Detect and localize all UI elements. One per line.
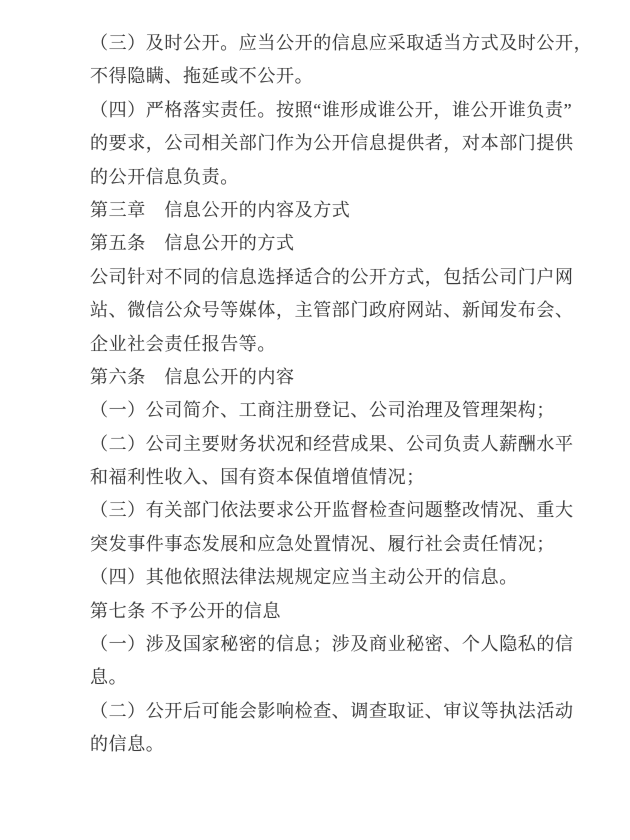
document-chapter-heading: 第三章 信息公开的内容及方式 xyxy=(90,199,351,220)
document-line: （四）其他依照法律法规规定应当主动公开的信息。 xyxy=(90,567,518,588)
document-line: （二）公开后可能会影响检查、调查取证、审议等执法活动 xyxy=(90,700,574,721)
document-article-heading: 第五条 信息公开的方式 xyxy=(90,233,295,254)
document-line: 的公开信息负责。 xyxy=(90,166,239,187)
document-line: 突发事件事态发展和应急处置情况、履行社会责任情况； xyxy=(90,533,555,554)
document-article-heading: 第七条 不予公开的信息 xyxy=(90,600,282,621)
document-line: （一）涉及国家秘密的信息；涉及商业秘密、个人隐私的信 xyxy=(90,634,574,655)
document-line: （一）公司简介、工商注册登记、公司治理及管理架构； xyxy=(90,400,555,421)
document-line: （三）及时公开。应当公开的信息应采取适当方式及时公开， xyxy=(90,33,593,53)
document-line: 不得隐瞒、拖延或不公开。 xyxy=(90,66,314,87)
document-line: 公司针对不同的信息选择适合的公开方式，包括公司门户网 xyxy=(90,266,574,287)
document-line: （四）严格落实责任。按照“谁形成谁公开，谁公开谁负责” xyxy=(90,99,573,120)
document-line: （三）有关部门依法要求公开监督检查问题整改情况、重大 xyxy=(90,500,574,521)
document-line: 站、微信公众号等媒体，主管部门政府网站、新闻发布会、 xyxy=(90,300,574,321)
document-line: 的要求，公司相关部门作为公开信息提供者，对本部门提供 xyxy=(90,133,574,154)
document-line: （二）公司主要财务状况和经营成果、公司负责人薪酬水平 xyxy=(90,433,574,454)
document-line: 的信息。 xyxy=(90,734,165,755)
document-line: 企业社会责任报告等。 xyxy=(90,333,276,354)
document-line: 息。 xyxy=(90,667,128,688)
document-line: 和福利性收入、国有资本保值增值情况； xyxy=(90,467,425,488)
document-article-heading: 第六条 信息公开的内容 xyxy=(90,366,295,387)
